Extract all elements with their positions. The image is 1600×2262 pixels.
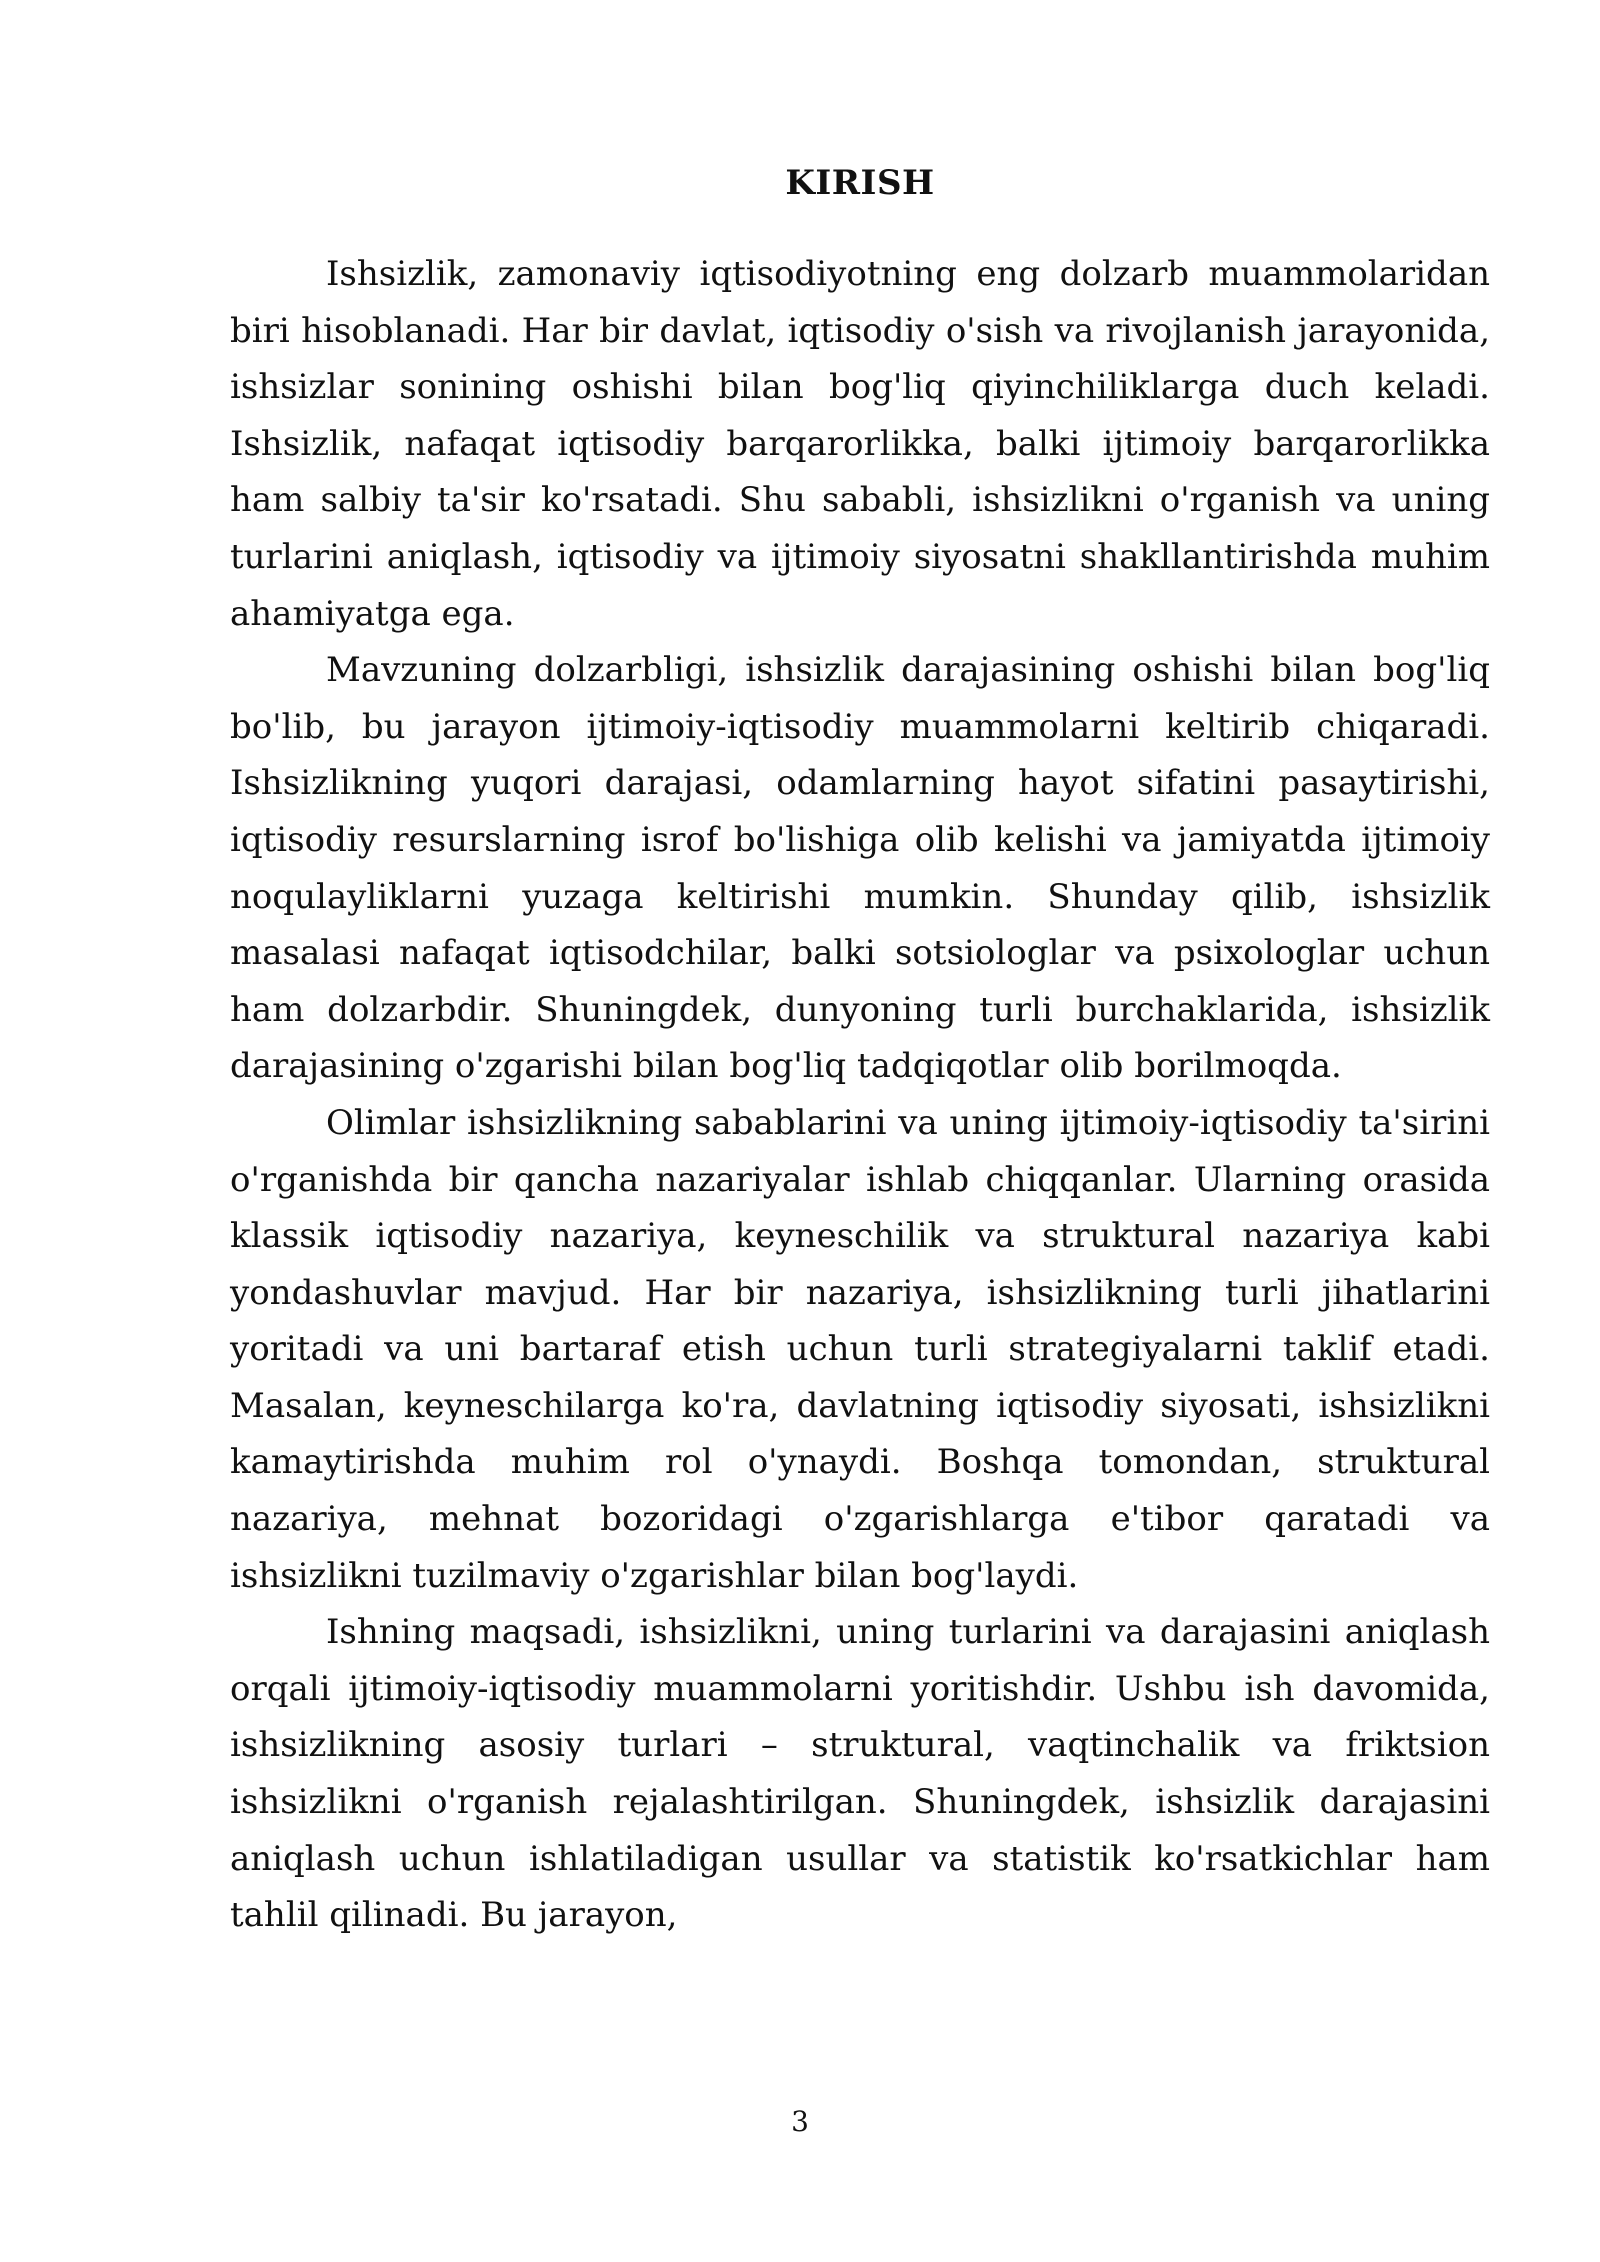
section-title: KIRISH xyxy=(785,163,935,203)
paragraph-2: Mavzuning dolzarbligi, ishsizlik darajasining oshishi bilan bog'liq bo'lib, bu jarayon ijtimoiy-iqtisodiy muammolarni keltirib chiqaradi. Ishsizlikning yuqori darajasi, odamlarning hayot sifatini pasaytirishi, iqtisodiy resurslarning isrof bo'lishiga olib kelishi va jamiyatda ijtimoiy noqulayliklarni yuzaga keltirishi mumkin. Shunday qilib, ishsizlik masalasi nafaqat iqtisodchilar, balki sotsiologlar va psixologlar uchun ham dolzarbdir. Shuningdek, dunyoning turli burchaklarida, ishsizlik darajasining o'zgarishi bilan bog'liq tadqiqotlar olib borilmoqda. xyxy=(230,650,1490,1087)
paragraph-3: Olimlar ishsizlikning sabablarini va uning ijtimoiy-iqtisodiy ta'sirini o'rganishda bir qancha nazariyalar ishlab chiqqanlar. Ularning orasida klassik iqtisodiy nazariya, keyneschilik va struktural nazariya kabi yondashuvlar mavjud. Har bir nazariya, ishsizlikning turli jihatlarini yoritadi va uni bartaraf etish uchun turli strategiyalarni taklif etadi. Masalan, keyneschilarga ko'ra, davlatning iqtisodiy siyosati, ishsizlikni kamaytirishda muhim rol o'ynaydi. Boshqa tomondan, struktural nazariya, mehnat bozoridagi o'zgarishlarga e'tibor qaratadi va ishsizlikni tuzilmaviy o'zgarishlar bilan bog'laydi. xyxy=(230,1102,1490,1596)
paragraph-4: Ishning maqsadi, ishsizlikni, uning turlarini va darajasini aniqlash orqali ijtimoiy-iqtisodiy muammolarni yoritishdir. Ushbu ish davomida, ishsizlikning asosiy turlari – struktural, vaqtinchalik va friktsion ishsizlikni o'rganish rejalashtirilgan. Shuningdek, ishsizlik darajasini aniqlash uchun ishlatiladigan usullar va statistik ko'rsatkichlar ham tahlil qilinadi. Bu jarayon, xyxy=(230,1612,1490,1936)
page-number: 3 xyxy=(791,2105,809,2138)
body-text xyxy=(230,246,1490,1944)
paragraph-1: Ishsizlik, zamonaviy iqtisodiyotning eng dolzarb muammolaridan biri hisoblanadi. Har bir davlat, iqtisodiy o'sish va rivojlanish jarayonida, ishsizlar sonining oshishi bilan bog'liq qiyinchiliklarga duch keladi. Ishsizlik, nafaqat iqtisodiy barqarorlikka, balki ijtimoiy barqarorlikka ham salbiy ta'sir ko'rsatadi. Shu sababli, ishsizlikni o'rganish va uning turlarini aniqlash, iqtisodiy va ijtimoiy siyosatni shakllantirishda muhim ahamiyatga ega. xyxy=(230,254,1490,634)
